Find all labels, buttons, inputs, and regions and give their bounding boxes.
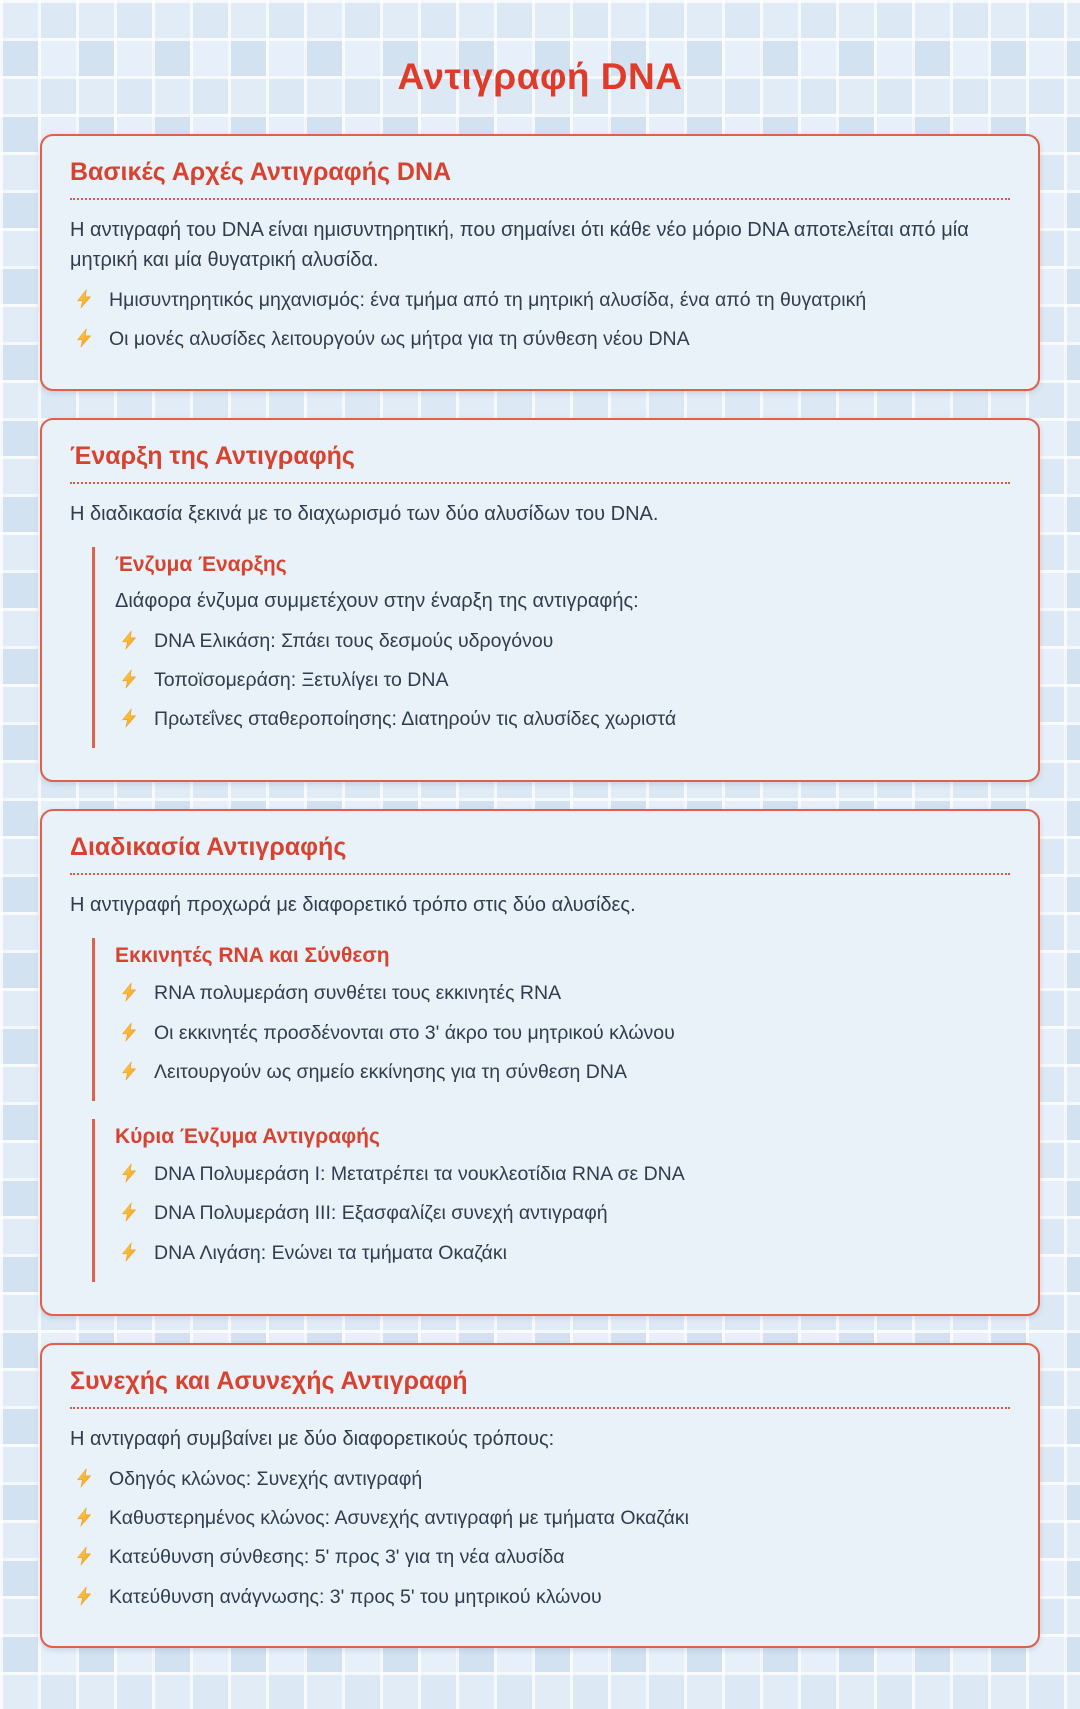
lightning-icon [119, 1202, 139, 1222]
bullet-text: DNA Λιγάση: Ενώνει τα τμήματα Οκαζάκι [154, 1241, 507, 1264]
list-item [74, 1583, 1010, 1611]
bullet-text: Ημισυντηρητικός μηχανισμός: ένα τμήμα από τη μητρική αλυσίδα, ένα από τη θυγατρική [109, 289, 867, 311]
list-item [119, 1058, 1010, 1086]
bullet-text: DNA Πολυμεράση III: Εξασφαλίζει συνεχή αντιγραφή [154, 1202, 608, 1225]
subsection-main-enzymes [92, 1119, 1010, 1282]
lightning-icon [119, 1163, 139, 1183]
card-initiation [40, 418, 1040, 783]
list-item [74, 1465, 1010, 1493]
list-item [119, 979, 1010, 1007]
lightning-icon [119, 1022, 139, 1042]
section-heading: Συνεχής και Ασυνεχής Αντιγραφή [70, 1367, 1010, 1409]
list-item [119, 666, 1010, 694]
card-continuous-discontinuous [40, 1343, 1040, 1648]
lightning-icon [74, 1546, 94, 1566]
bullet-text: Λειτουργούν ως σημείο εκκίνησης για τη σύνθεση DNA [154, 1060, 627, 1083]
list-item [74, 1543, 1010, 1571]
bullet-text: Κατεύθυνση σύνθεσης: 5' προς 3' για τη νέα αλυσίδα [109, 1546, 565, 1569]
list-item [119, 1019, 1010, 1047]
section-intro: Η αντιγραφή συμβαίνει με δύο διαφορετικούς τρόπους: [70, 1427, 555, 1450]
list-item [119, 1199, 1010, 1227]
bullet-text: Κατεύθυνση ανάγνωσης: 3' προς 5' του μητρικού κλώνου [109, 1585, 602, 1608]
bullet-text: Οι εκκινητές προσδένονται στο 3' άκρο του μητρικού κλώνου [154, 1021, 675, 1044]
subsection-intro: Διάφορα ένζυμα συμμετέχουν στην έναρξη της αντιγραφής: [115, 589, 639, 612]
list-item [119, 627, 1010, 655]
list-item [119, 1239, 1010, 1267]
bullet-list [70, 1465, 1010, 1611]
bullet-text: DNA Πολυμεράση I: Μετατρέπει τα νουκλεοτίδια RNA σε DNA [154, 1163, 685, 1186]
bullet-text: Πρωτεΐνες σταθεροποίησης: Διατηρούν τις αλυσίδες χωριστά [154, 708, 677, 731]
list-item [74, 1504, 1010, 1532]
bullet-text: Οδηγός κλώνος: Συνεχής αντιγραφή [109, 1467, 423, 1490]
list-item [119, 1160, 1010, 1188]
bullet-list [70, 286, 1010, 354]
card-replication-process [40, 809, 1040, 1316]
lightning-icon [74, 289, 94, 309]
lightning-icon [119, 1061, 139, 1081]
list-item [74, 286, 1010, 314]
subsection-initiation-enzymes [92, 547, 1010, 749]
lightning-icon [119, 982, 139, 1002]
lightning-icon [119, 669, 139, 689]
page-title: Αντιγραφή DNA [397, 56, 683, 97]
section-intro: Η αντιγραφή προχωρά με διαφορετικό τρόπο στις δύο αλυσίδες. [70, 894, 636, 917]
subsection-rna-primers [92, 938, 1010, 1101]
lightning-icon [119, 630, 139, 650]
lightning-icon [74, 1507, 94, 1527]
bullet-text: Τοποϊσομεράση: Ξετυλίγει το DNA [154, 668, 449, 691]
list-item [119, 705, 1010, 733]
bullet-text: Καθυστερημένος κλώνος: Ασυνεχής αντιγραφή με τμήματα Οκαζάκι [109, 1507, 689, 1530]
lightning-icon [74, 328, 94, 348]
lightning-icon [119, 708, 139, 728]
subsection-title: Κύρια Ένζυμα Αντιγραφής [115, 1125, 380, 1149]
bullet-list [115, 979, 1010, 1086]
card-basic-principles [40, 134, 1040, 391]
section-heading: Βασικές Αρχές Αντιγραφής DNA [70, 158, 1010, 200]
lightning-icon [74, 1586, 94, 1606]
subsection-title: Ένζυμα Έναρξης [115, 552, 287, 576]
list-item [74, 325, 1010, 353]
lightning-icon [119, 1242, 139, 1262]
section-heading: Διαδικασία Αντιγραφής [70, 833, 1010, 875]
bullet-list [115, 627, 1010, 734]
section-intro: Η αντιγραφή του DNA είναι ημισυντηρητική, που σημαίνει ότι κάθε νέο μόριο DNA αποτελείται από μία μητρική και μία θυγατρική αλυσίδα. [70, 219, 969, 271]
section-heading: Έναρξη της Αντιγραφής [70, 442, 1010, 484]
subsection-title: Εκκινητές RNA και Σύνθεση [115, 944, 390, 968]
bullet-text: Οι μονές αλυσίδες λειτουργούν ως μήτρα για τη σύνθεση νέου DNA [109, 328, 690, 351]
bullet-list [115, 1160, 1010, 1267]
lightning-icon [74, 1468, 94, 1488]
section-intro: Η διαδικασία ξεκινά με το διαχωρισμό των δύο αλυσίδων του DNA. [70, 502, 659, 525]
bullet-text: RNA πολυμεράση συνθέτει τους εκκινητές RNA [154, 982, 562, 1005]
bullet-text: DNA Ελικάση: Σπάει τους δεσμούς υδρογόνου [154, 629, 554, 652]
